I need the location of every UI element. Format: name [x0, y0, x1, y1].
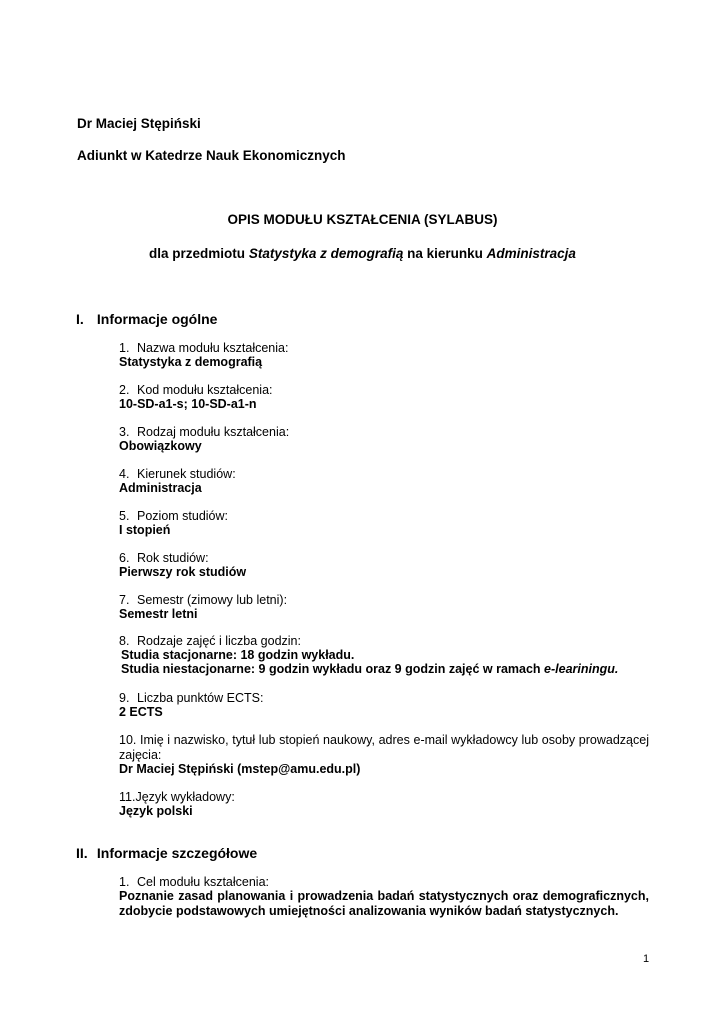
section-heading-detailed: II. Informacje szczegółowe	[76, 845, 258, 861]
item-label: 10. Imię i nazwisko, tytuł lub stopień naukowy, adres e-mail wykładowcy lub osoby prowadzącej zajęcia:	[119, 733, 649, 762]
item-value: Administracja	[119, 481, 202, 495]
item-label: 4. Kierunek studiów:	[119, 467, 236, 481]
section-heading-general: I. Informacje ogólne	[76, 311, 218, 327]
item-value: Studia stacjonarne: 18 godzin wykładu.	[121, 648, 355, 662]
item-label: 3. Rodzaj modułu kształcenia:	[119, 425, 290, 439]
item-value: Studia niestacjonarne: 9 godzin wykładu oraz 9 godzin zajęć w ramach e-leariningu.	[121, 662, 619, 676]
item-value: Semestr letni	[119, 607, 198, 621]
item-label: 1. Cel modułu kształcenia:	[119, 875, 270, 889]
item-label: 7. Semestr (zimowy lub letni):	[119, 593, 288, 607]
item-label: 6. Rok studiów:	[119, 551, 209, 565]
author-name: Dr Maciej Stępiński	[77, 116, 201, 131]
item-label: 5. Poziom studiów:	[119, 509, 229, 523]
document-title: OPIS MODUŁU KSZTAŁCENIA (SYLABUS)	[227, 212, 498, 227]
item-value: I stopień	[119, 523, 171, 537]
item-label: 1. Nazwa modułu kształcenia:	[119, 341, 289, 355]
item-value: Poznanie zasad planowania i prowadzenia badań statystycznych oraz demograficznych, zdobycie podstawowych umiejętności analizowania wyników badań statystycznych.	[119, 889, 649, 918]
item-value: Pierwszy rok studiów	[119, 565, 247, 579]
author-position: Adiunkt w Katedrze Nauk Ekonomicznych	[77, 148, 346, 163]
document-subtitle: dla przedmiotu Statystyka z demografią na kierunku Administracja	[149, 246, 576, 261]
item-value: Statystyka z demografią	[119, 355, 263, 369]
item-label: 9. Liczba punktów ECTS:	[119, 691, 264, 705]
item-value: 10-SD-a1-s; 10-SD-a1-n	[119, 397, 257, 411]
item-label: 11.Język wykładowy:	[119, 790, 235, 804]
item-label: 8. Rodzaje zajęć i liczba godzin:	[119, 634, 301, 648]
item-label: 2. Kod modułu kształcenia:	[119, 383, 273, 397]
page-number: 1	[643, 953, 650, 965]
item-value: Obowiązkowy	[119, 439, 202, 453]
item-value: Język polski	[119, 804, 193, 818]
item-value: 2 ECTS	[119, 705, 163, 719]
item-value: Dr Maciej Stępiński (mstep@amu.edu.pl)	[119, 762, 361, 776]
